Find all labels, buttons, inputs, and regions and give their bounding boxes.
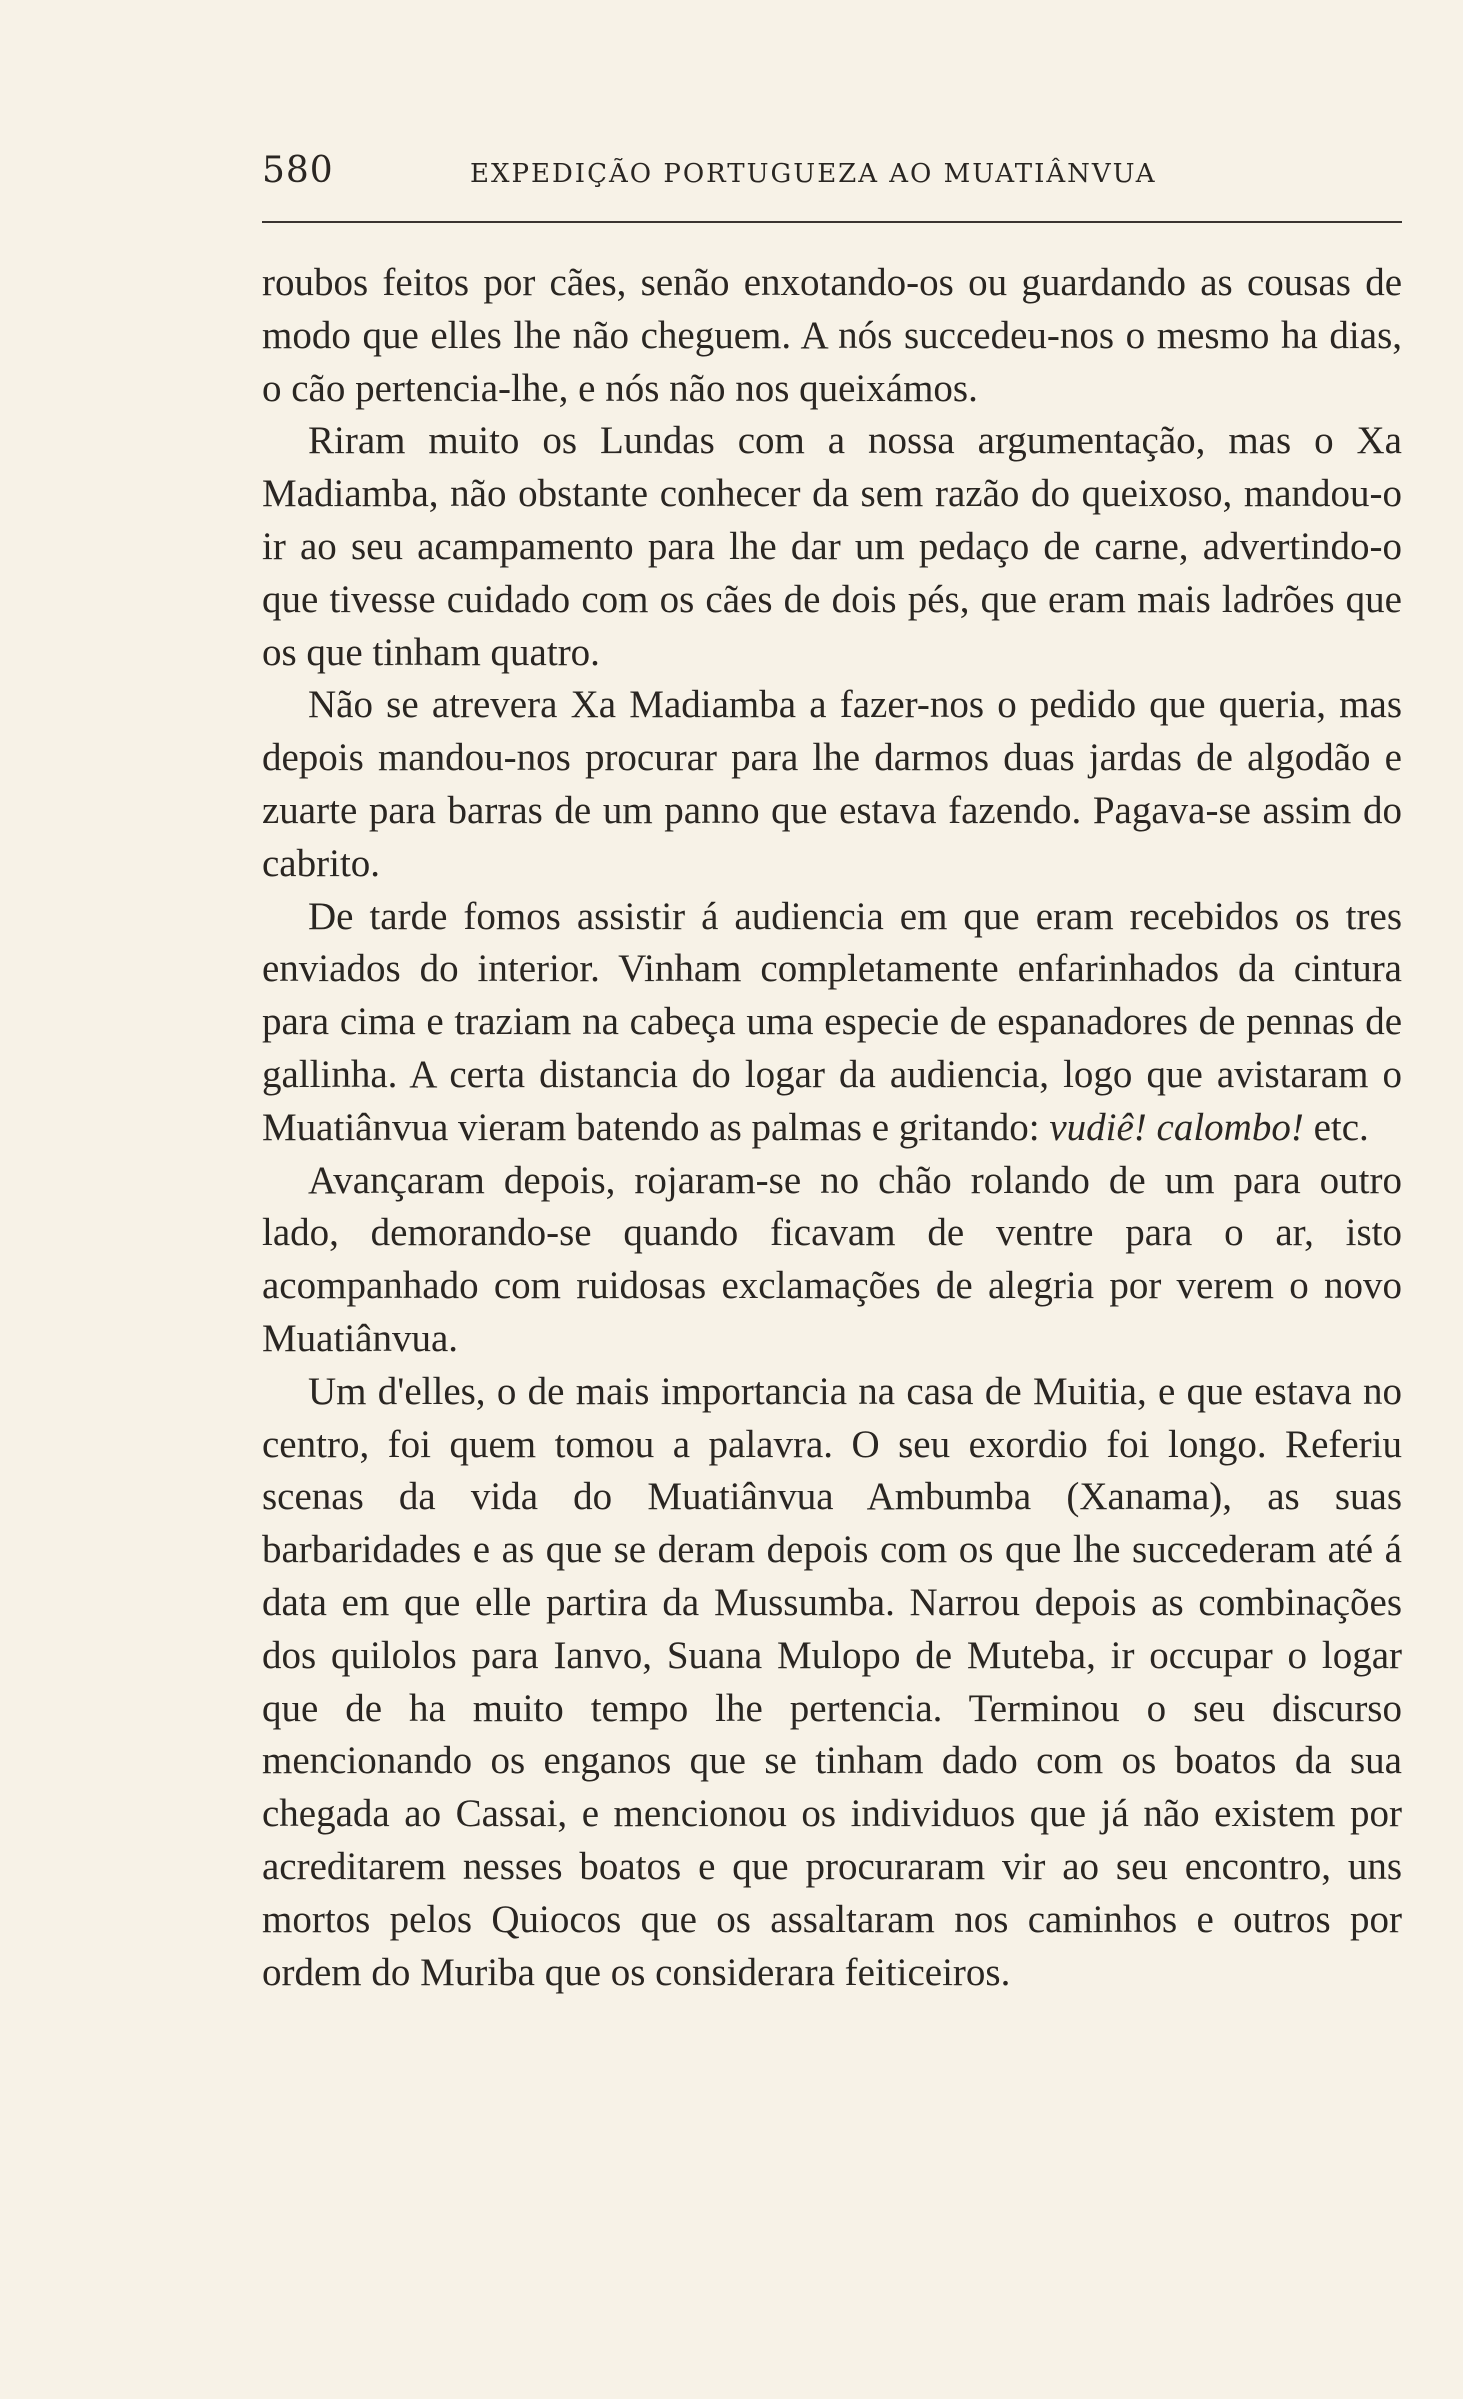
body-text bbox=[262, 257, 1402, 1999]
paragraph-text: De tarde fomos assistir á audiencia em que eram recebidos os tres enviados do interior. Vinham completamente enfarinhados da cintura para cima e traziam na cabeça uma especie de espanadores de pennas de gallinha. A certa distancia do logar da audiencia, logo que avistaram o Muatiânvua vieram batendo as palmas e gritando: bbox=[262, 894, 1402, 1149]
running-title: EXPEDIÇÃO PORTUGUEZA AO MUATIÂNVUA bbox=[470, 159, 1157, 189]
paragraph: Não se atrevera Xa Madiamba a fazer-nos o pedido que queria, mas depois mandou-nos procurar para lhe darmos duas jardas de algodão e zuarte para barras de um panno que estava fazendo. Pagava-se assim do cabrito. bbox=[262, 683, 1402, 885]
paragraph: Avançaram depois, rojaram-se no chão rolando de um para outro lado, demorando-se quando ficavam de ventre para o ar, isto acompanhado com ruidosas exclamações de alegria por verem o novo Muatiânvua. bbox=[262, 1158, 1402, 1360]
paragraph: Um d'elles, o de mais importancia na casa de Muitia, e que estava no centro, foi quem tomou a palavra. O seu exordio foi longo. Referiu scenas da vida do Muatiânvua Ambumba (Xanama), as suas barbaridades e as que se deram depois com os que lhe succederam até á data em que elle partira da Mussumba. Narrou depois as combinações dos quilolos para Ianvo, Suana Mulopo de Muteba, ir occupar o logar que de ha muito tempo lhe pertencia. Terminou o seu discurso mencionando os enganos que se tinham dado com os boatos da sua chegada ao Cassai, e mencionou os individuos que já não existem por acreditarem nesses boatos e que procuraram vir ao seu encontro, uns mortos pelos Quiocos que os assaltaram nos caminhos e outros por ordem do Muriba que os considerara feiticeiros. bbox=[262, 1369, 1402, 1994]
running-head bbox=[262, 150, 1402, 200]
paragraph-text: etc. bbox=[1303, 1105, 1369, 1149]
page-number: 580 bbox=[262, 150, 334, 191]
italic-exclamation: vudiê! calombo! bbox=[1049, 1105, 1304, 1149]
paragraph: Riram muito os Lundas com a nossa argumentação, mas o Xa Madiamba, não obstante conhecer da sem razão do queixoso, mandou-o ir ao seu acampamento para lhe dar um pedaço de carne, advertindo-o que tivesse cuidado com os cães de dois pés, que eram mais ladrões que os que tinham quatro. bbox=[262, 419, 1402, 674]
paragraph-continuation: roubos feitos por cães, senão enxotando-os ou guardando as cousas de modo que elles lhe não cheguem. A nós succedeu-nos o mesmo ha dias, o cão pertencia-lhe, e nós não nos queixámos. bbox=[262, 261, 1402, 410]
paragraph bbox=[262, 891, 1402, 1155]
header-rule bbox=[262, 221, 1402, 223]
